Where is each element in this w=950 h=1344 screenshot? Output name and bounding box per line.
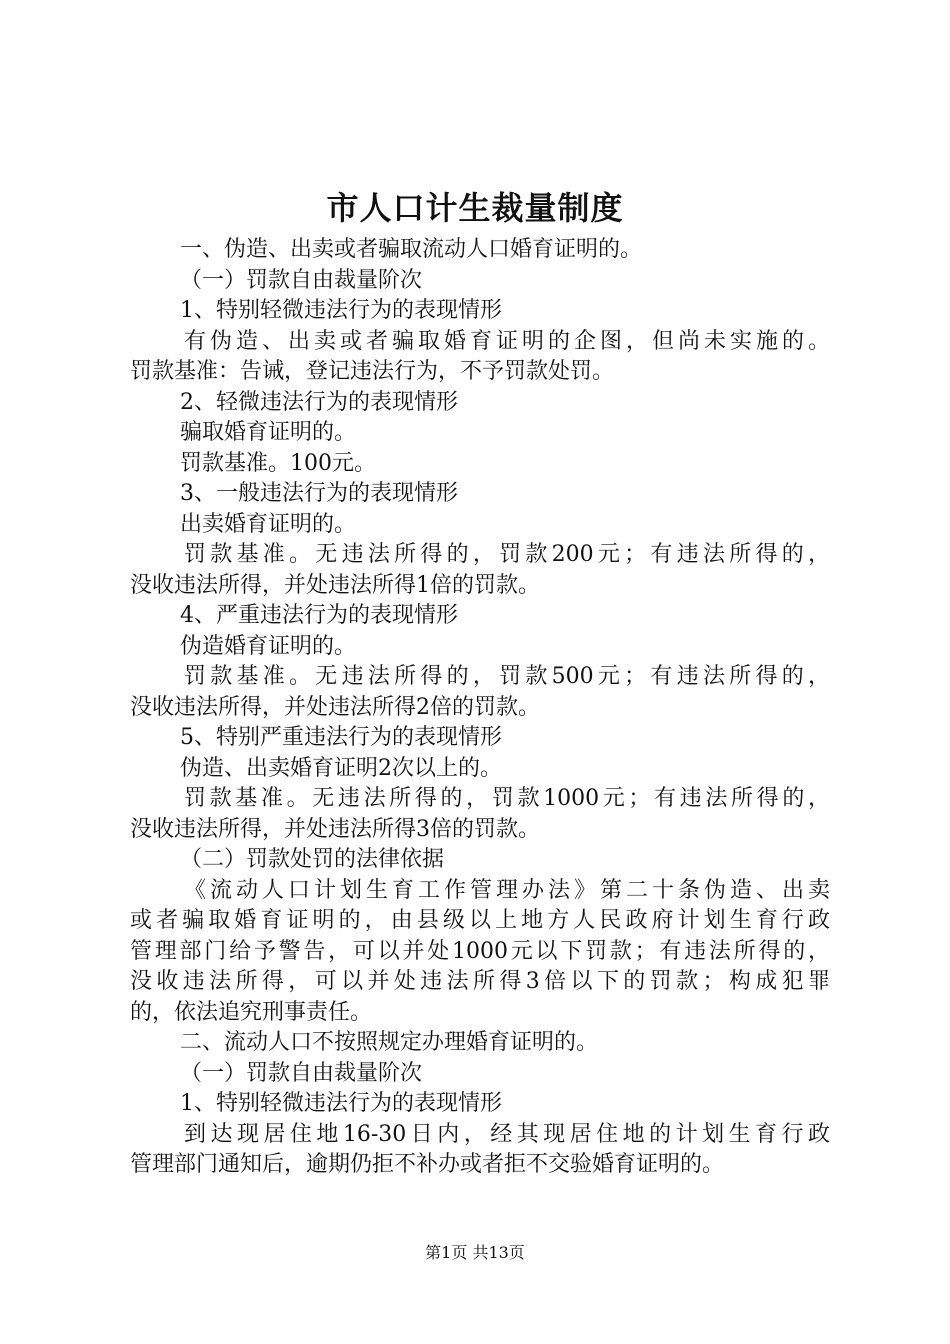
paragraph-line: 骗取婚育证明的。 (180, 420, 357, 445)
item-heading: 1、特别轻微违法行为的表现情形 (180, 298, 502, 323)
subsection-heading: （一）罚款自由裁量阶次 (180, 1060, 423, 1086)
paragraph-line: 到达现居住地16-30日内，经其现居住地的计划生育行政 (184, 1121, 830, 1147)
paragraph-line: 罚款基准。100元。 (180, 450, 376, 476)
paragraph-line: 有伪造、出卖或者骗取婚育证明的企图，但尚未实施的。 (184, 328, 830, 354)
item-heading: 5、特别严重违法行为的表现情形 (180, 725, 502, 750)
subsection-heading: （一）罚款自由裁量阶次 (180, 267, 423, 293)
paragraph-line: 罚款基准。无违法所得的，罚款500元；有违法所得的， (184, 664, 830, 689)
paragraph-line: 《流动人口计划生育工作管理办法》第二十条伪造、出卖 (184, 877, 830, 903)
document-title: 市人口计生裁量制度 (326, 189, 624, 227)
item-heading: 3、一般违法行为的表现情形 (180, 481, 458, 506)
paragraph-line: 罚款基准。无违法所得的，罚款200元；有违法所得的， (184, 542, 830, 567)
subsection-heading: （二）罚款处罚的法律依据 (180, 847, 445, 872)
paragraph-line: 没收违法所得，并处违法所得3倍的罚款。 (130, 816, 540, 842)
paragraph-line: 没收违法所得，并处违法所得2倍的罚款。 (130, 694, 540, 720)
item-heading: 4、严重违法行为的表现情形 (180, 603, 458, 628)
section-heading: 二、流动人口不按照规定办理婚育证明的。 (180, 1030, 599, 1055)
page-footer: 第1页 共13页 (425, 1243, 525, 1262)
paragraph-line: 或者骗取婚育证明的，由县级以上地方人民政府计划生育行政 (130, 908, 830, 933)
paragraph-line: 出卖婚育证明的。 (180, 511, 357, 537)
item-heading: 2、轻微违法行为的表现情形 (180, 389, 458, 415)
item-heading: 1、特别轻微违法行为的表现情形 (180, 1091, 502, 1116)
paragraph-line: 管理部门通知后，逾期仍拒不补办或者拒不交验婚育证明的。 (130, 1152, 725, 1177)
paragraph-line: 伪造、出卖婚育证明2次以上的。 (180, 755, 502, 781)
paragraph-line: 伪造婚育证明的。 (180, 633, 357, 659)
paragraph-line: 没收违法所得，可以并处违法所得3倍以下的罚款；构成犯罪 (130, 969, 830, 994)
section-heading: 一、伪造、出卖或者骗取流动人口婚育证明的。 (180, 237, 643, 262)
paragraph-line: 没收违法所得，并处违法所得1倍的罚款。 (130, 572, 540, 598)
paragraph-line: 罚款基准。无违法所得的，罚款1000元；有违法所得的， (184, 786, 830, 811)
paragraph-line: 罚款基准：告诫，登记违法行为，不予罚款处罚。 (130, 359, 615, 384)
paragraph-line: 的，依法追究刑事责任。 (130, 999, 373, 1025)
document-body (130, 235, 830, 1181)
paragraph-line: 管理部门给予警告，可以并处1000元以下罚款；有违法所得的， (130, 938, 830, 964)
